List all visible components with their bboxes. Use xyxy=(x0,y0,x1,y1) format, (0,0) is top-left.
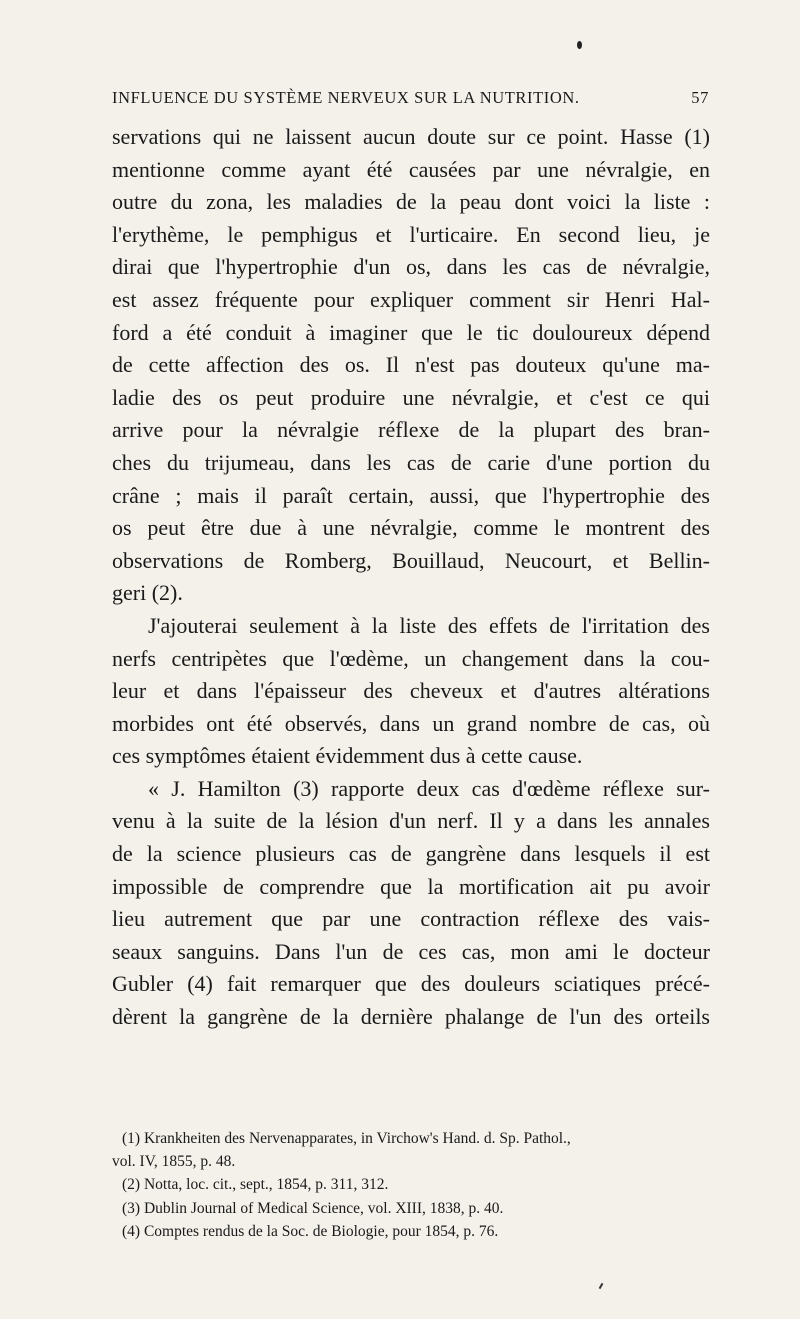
running-title: INFLUENCE DU SYSTÈME NERVEUX SUR LA NUTRITION. xyxy=(112,88,580,107)
text-line: seaux sanguins. Dans l'un de ces cas, mon ami le docteur xyxy=(112,938,710,964)
footnote: (4) Comptes rendus de la Soc. de Biologie, pour 1854, p. 76. xyxy=(122,1222,499,1240)
body-text xyxy=(112,121,710,1034)
text-line: J'ajouterai seulement à la liste des effets de l'irritation des xyxy=(148,612,710,638)
footnote: (2) Notta, loc. cit., sept., 1854, p. 311, 312. xyxy=(122,1176,389,1194)
text-line: observations de Romberg, Bouillaud, Neucourt, et Bellin- xyxy=(112,547,710,573)
text-line: ford a été conduit à imaginer que le tic douloureux dépend xyxy=(112,319,710,345)
ink-mark xyxy=(599,1283,604,1289)
text-line: impossible de comprendre que la mortification ait pu avoir xyxy=(112,873,710,899)
footnotes xyxy=(112,1127,710,1243)
text-line: servations qui ne laissent aucun doute sur ce point. Hasse (1) xyxy=(112,124,710,149)
text-line: arrive pour la névralgie réflexe de la plupart des bran- xyxy=(112,417,710,443)
text-line: leur et dans l'épaisseur des cheveux et d'autres altérations xyxy=(112,678,710,704)
footnote-continuation: vol. IV, 1855, p. 48. xyxy=(112,1153,236,1171)
text-line: nerfs centripètes que l'œdème, un changement dans la cou- xyxy=(112,645,710,671)
text-line: crâne ; mais il paraît certain, aussi, que l'hypertrophie des xyxy=(112,482,710,508)
text-line: est assez fréquente pour expliquer comment sir Henri Hal- xyxy=(112,286,710,312)
footnote: (1) Krankheiten des Nervenapparates, in Virchow's Hand. d. Sp. Pathol., xyxy=(122,1130,571,1147)
text-line: ches du trijumeau, dans les cas de carie d'une portion du xyxy=(112,449,710,475)
page-number: 57 xyxy=(691,88,709,107)
text-line: dirai que l'hypertrophie d'un os, dans les cas de névralgie, xyxy=(112,254,710,280)
text-line: lieu autrement que par une contraction réflexe des vais- xyxy=(112,906,710,932)
running-header xyxy=(112,88,709,112)
text-line: l'erythème, le pemphigus et l'urticaire. En second lieu, je xyxy=(112,221,710,247)
text-line: de la science plusieurs cas de gangrène dans lesquels il est xyxy=(112,841,710,867)
text-line: « J. Hamilton (3) rapporte deux cas d'œdème réflexe sur- xyxy=(148,775,710,801)
footnote: (3) Dublin Journal of Medical Science, vol. XIII, 1838, p. 40. xyxy=(122,1199,504,1217)
text-line: outre du zona, les maladies de la peau dont voici la liste : xyxy=(112,189,710,215)
text-line: morbides ont été observés, dans un grand nombre de cas, où xyxy=(112,710,710,736)
text-line: de cette affection des os. Il n'est pas douteux qu'une ma- xyxy=(112,352,710,378)
text-line: Gubler (4) fait remarquer que des douleurs sciatiques précé- xyxy=(112,971,710,997)
text-line: geri (2). xyxy=(112,580,183,606)
ink-dot xyxy=(577,41,582,49)
text-line: mentionne comme ayant été causées par une névralgie, en xyxy=(112,156,710,182)
text-line: ladie des os peut produire une névralgie, et c'est ce qui xyxy=(112,384,710,410)
text-line: ces symptômes étaient évidemment dus à cette cause. xyxy=(112,743,583,769)
text-line: os peut être due à une névralgie, comme le montrent des xyxy=(112,515,710,541)
text-line: venu à la suite de la lésion d'un nerf. Il y a dans les annales xyxy=(112,808,710,834)
text-line: dèrent la gangrène de la dernière phalange de l'un des orteils xyxy=(112,1004,710,1030)
